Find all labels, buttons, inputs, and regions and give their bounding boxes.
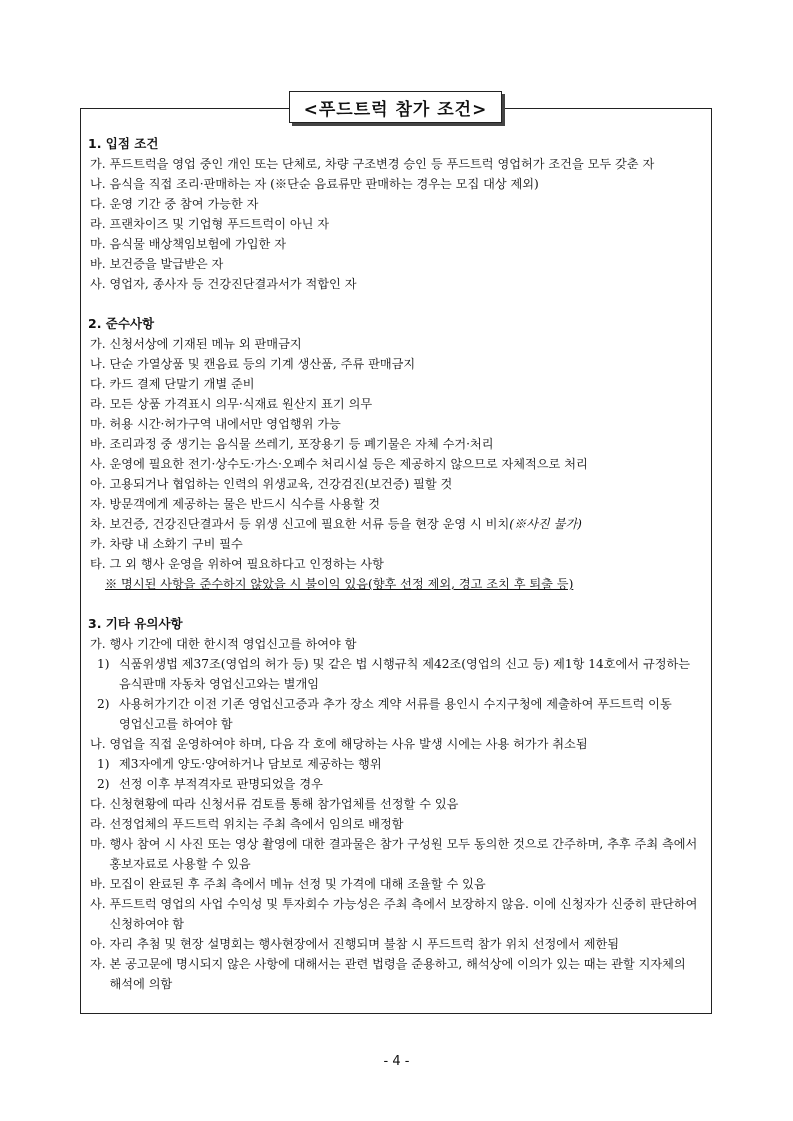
item-text (110, 934, 708, 954)
list-item (88, 274, 708, 294)
page-number: - 4 - (383, 1054, 410, 1069)
item-marker: 자. (90, 957, 110, 971)
item-text-content: 고용되거나 협업하는 인력의 위생교육, 건강검진(보건증) 필할 것 (109, 477, 453, 491)
item-marker: 2) (97, 697, 114, 711)
item-marker: 타. (90, 557, 110, 571)
list-item (88, 634, 708, 654)
item-text (110, 474, 708, 494)
item-text (110, 154, 708, 174)
item-text-content: 운영에 필요한 전기·상수도·가스·오폐수 처리시설 등은 제공하지 않으므로 자체적으로 처리 (109, 457, 588, 471)
item-text (110, 174, 708, 194)
list-item (88, 514, 708, 534)
item-marker: 가. (90, 157, 110, 171)
item-text-content: 차량 내 소화기 구비 필수 (109, 537, 243, 551)
item-text-content: 영업자, 종사자 등 건강진단결과서가 적합인 자 (109, 277, 357, 291)
section-heading: 3. 기타 유의사항 (88, 616, 183, 631)
item-marker: 사. (90, 457, 110, 471)
item-marker: 바. (90, 877, 110, 891)
item-text (110, 274, 708, 294)
item-marker: 나. (90, 357, 110, 371)
list-item (88, 394, 708, 414)
list-item (88, 934, 708, 954)
list-item (88, 254, 708, 274)
item-marker: 바. (90, 437, 110, 451)
item-marker: 바. (90, 257, 110, 271)
item-text-content: 행사 기간에 대한 한시적 영업신고를 하여야 함 (109, 637, 357, 651)
list-item (88, 374, 708, 394)
item-text (110, 554, 708, 574)
item-text (110, 394, 708, 414)
item-text (110, 514, 708, 534)
item-text-content: 허용 시간·허가구역 내에서만 영업행위 가능 (109, 417, 341, 431)
item-text-content: 모집이 완료된 후 주최 측에서 메뉴 선정 및 가격에 대해 조율할 수 있음 (109, 877, 486, 891)
item-marker: 아. (90, 477, 110, 491)
item-marker: 라. (90, 817, 110, 831)
item-text (110, 814, 708, 834)
section-2 (88, 314, 708, 594)
item-text (110, 414, 708, 434)
item-text-content: 제3자에게 양도·양여하거나 담보로 제공하는 행위 (119, 757, 382, 771)
item-text-content: 방문객에게 제공하는 물은 반드시 식수를 사용할 것 (109, 497, 381, 511)
item-text (110, 534, 708, 554)
list-item (88, 794, 708, 814)
item-marker: 차. (90, 517, 110, 531)
list-item (88, 494, 708, 514)
item-marker: 다. (90, 377, 110, 391)
document-body (88, 134, 708, 994)
list-item (88, 954, 708, 994)
item-marker: 사. (90, 897, 110, 911)
penalty-note: ※ 명시된 사항을 준수하지 않았을 시 불이익 있음(향후 선정 제외, 경고 조치 후 퇴출 등) (105, 577, 574, 591)
sub-list-item (88, 654, 708, 694)
item-text-content: 식품위생법 제37조(영업의 허가 등) 및 같은 법 시행규칙 제42조(영업의 신고 등) 제1항 14호에서 규정하는 음식판매 자동차 영업신고와는 별개임 (119, 657, 691, 691)
item-text (110, 214, 708, 234)
item-text-content: 영업을 직접 운영하여야 하며, 다음 각 호에 해당하는 사유 발생 시에는 사용 허가가 취소됨 (109, 737, 588, 751)
item-text (119, 754, 708, 774)
sub-list-item (88, 694, 708, 734)
item-text-content: 신청현황에 따라 신청서류 검토를 통해 참가업체를 선정할 수 있음 (109, 797, 459, 811)
list-item (88, 534, 708, 554)
item-text (110, 254, 708, 274)
list-item (88, 474, 708, 494)
item-text-content: 그 외 행사 운영을 위하여 필요하다고 인정하는 사항 (109, 557, 384, 571)
list-item (88, 414, 708, 434)
item-text (110, 454, 708, 474)
item-marker: 1) (97, 757, 114, 771)
item-text-content: 신청서상에 기재된 메뉴 외 판매금지 (109, 337, 302, 351)
item-text-content: 운영 기간 중 참여 가능한 자 (109, 197, 259, 211)
item-marker: 자. (90, 497, 110, 511)
item-text-content: 사용허가기간 이전 기존 영업신고증과 추가 장소 계약 서류를 용인시 수지구청에 제출하여 푸드트럭 이동 영업신고를 하여야 함 (119, 697, 672, 731)
item-text-content: 푸드트럭 영업의 사업 수익성 및 투자회수 가능성은 주최 측에서 보장하지 않음. 이에 신청자가 신중히 판단하여 신청하여야 함 (109, 897, 698, 931)
section-heading: 1. 입점 조건 (88, 136, 159, 151)
item-text-content: 음식을 직접 조리·판매하는 자 (※단순 음료류만 판매하는 경우는 모집 대상 제외) (109, 177, 539, 191)
item-text (119, 694, 708, 734)
item-marker: 1) (97, 657, 114, 671)
item-emphasis: (※사진 불가) (509, 517, 582, 531)
item-text-content: 행사 참여 시 사진 또는 영상 촬영에 대한 결과물은 참가 구성원 모두 동의한 것으로 간주하며, 추후 주최 측에서 홍보자료로 사용할 수 있음 (109, 837, 698, 871)
document-title: <푸드트럭 참가 조건> (289, 91, 502, 123)
item-text-content: 카드 결제 단말기 개별 준비 (109, 377, 255, 391)
item-text (110, 234, 708, 254)
item-text (110, 434, 708, 454)
item-text (110, 954, 708, 994)
item-marker: 라. (90, 397, 110, 411)
item-text (119, 774, 708, 794)
list-item (88, 814, 708, 834)
sub-list-item (88, 774, 708, 794)
item-text-content: 단순 가열상품 및 캔음료 등의 기계 생산품, 주류 판매금지 (109, 357, 416, 371)
item-marker: 가. (90, 337, 110, 351)
item-text-content: 본 공고문에 명시되지 않은 사항에 대해서는 관련 법령을 준용하고, 해석상에 이의가 있는 때는 관할 지자체의 해석에 의함 (109, 957, 686, 991)
item-text-content: 선정업체의 푸드트럭 위치는 주최 측에서 임의로 배정함 (109, 817, 404, 831)
item-marker: 나. (90, 737, 110, 751)
item-text (110, 834, 708, 874)
list-item (88, 554, 708, 574)
item-text (110, 354, 708, 374)
list-item (88, 894, 708, 934)
item-text (110, 894, 708, 934)
list-item (88, 174, 708, 194)
item-text (110, 194, 708, 214)
item-text-content: 조리과정 중 생기는 음식물 쓰레기, 포장용기 등 폐기물은 자체 수거·처리 (109, 437, 494, 451)
item-marker: 마. (90, 237, 110, 251)
item-text-content: 선정 이후 부적격자로 판명되었을 경우 (119, 777, 323, 791)
item-marker: 라. (90, 217, 110, 231)
item-text-content: 음식물 배상책임보험에 가입한 자 (109, 237, 286, 251)
list-item (88, 874, 708, 894)
item-marker: 나. (90, 177, 110, 191)
item-text (110, 334, 708, 354)
sub-list-item (88, 754, 708, 774)
item-text-content: 프랜차이즈 및 기업형 푸드트럭이 아닌 자 (109, 217, 330, 231)
item-marker: 아. (90, 937, 110, 951)
list-item (88, 434, 708, 454)
item-marker: 가. (90, 637, 110, 651)
item-marker: 다. (90, 197, 110, 211)
item-marker: 사. (90, 277, 110, 291)
item-text-content: 자리 추첨 및 현장 설명회는 행사현장에서 진행되며 불참 시 푸드트럭 참가 위치 선정에서 제한됨 (109, 937, 620, 951)
item-text-content: 보건증을 발급받은 자 (109, 257, 224, 271)
list-item (88, 214, 708, 234)
list-item (88, 234, 708, 254)
list-item (88, 334, 708, 354)
section-3 (88, 614, 708, 994)
list-item (88, 154, 708, 174)
list-item (88, 734, 708, 754)
list-item (88, 454, 708, 474)
item-marker: 마. (90, 417, 110, 431)
item-text (110, 874, 708, 894)
item-text-content: 모든 상품 가격표시 의무·식재료 원산지 표기 의무 (109, 397, 373, 411)
section-heading: 2. 준수사항 (88, 316, 155, 331)
list-item (88, 834, 708, 874)
item-text (110, 794, 708, 814)
item-text (110, 634, 708, 654)
item-marker: 다. (90, 797, 110, 811)
list-item (88, 354, 708, 374)
item-text (119, 654, 708, 694)
list-item (88, 194, 708, 214)
item-text (110, 734, 708, 754)
item-marker: 카. (90, 537, 110, 551)
item-marker: 마. (90, 837, 110, 851)
item-text (110, 494, 708, 514)
section-1 (88, 134, 708, 294)
item-text-content: 보건증, 건강진단결과서 등 위생 신고에 필요한 서류 등을 현장 운영 시 비치 (109, 517, 510, 531)
item-text (110, 374, 708, 394)
item-text-content: 푸드트럭을 영업 중인 개인 또는 단체로, 차량 구조변경 승인 등 푸드트럭 영업허가 조건을 모두 갖춘 자 (109, 157, 655, 171)
item-marker: 2) (97, 777, 114, 791)
